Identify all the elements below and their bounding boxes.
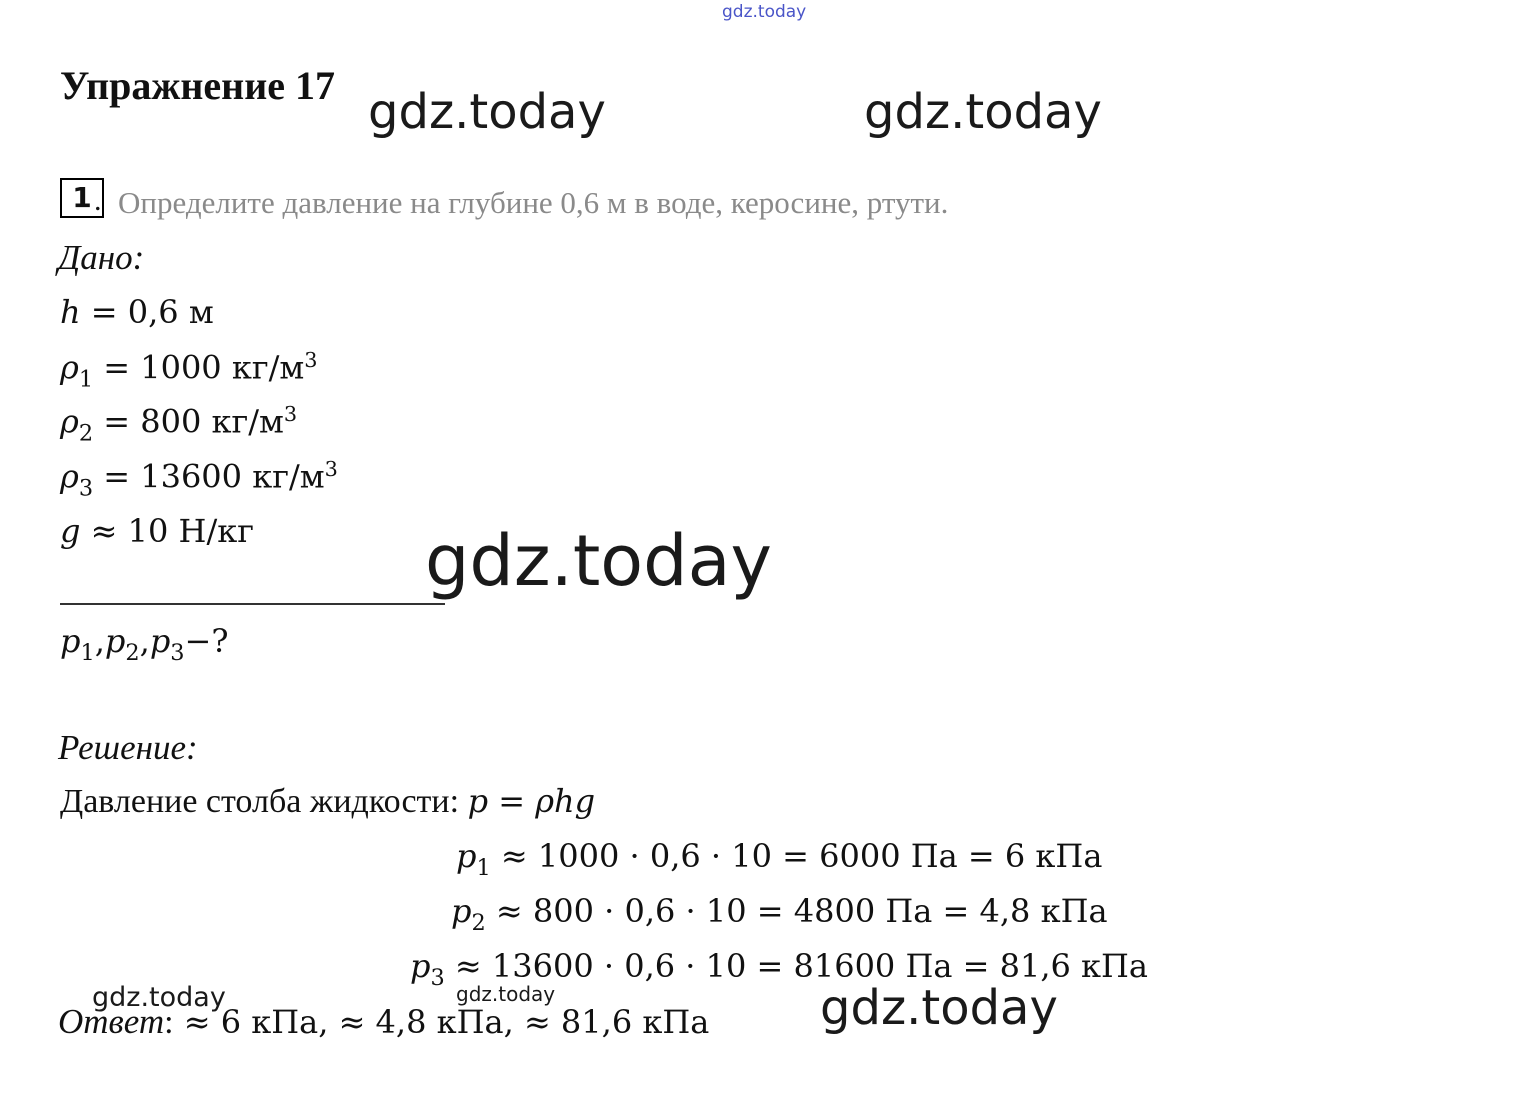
answer-line bbox=[58, 1002, 709, 1042]
given-g bbox=[60, 512, 254, 550]
watermark-bottom-right: gdz.today bbox=[820, 980, 1058, 1036]
given-h bbox=[60, 293, 214, 331]
task-text: Определите давление на глубине 0,6 м в воде, керосине, ртути. bbox=[118, 185, 949, 220]
solution-intro bbox=[60, 782, 595, 821]
find-p2-sub: 2 bbox=[125, 639, 140, 666]
given-rho2-sup: 3 bbox=[283, 402, 298, 426]
given-rho1-sub: 1 bbox=[78, 366, 94, 393]
find-p2-var: p bbox=[104, 622, 126, 660]
answer-colon: : bbox=[164, 1004, 174, 1041]
find-p3-var: p bbox=[149, 622, 171, 660]
given-g-var: g bbox=[60, 512, 81, 550]
watermark-header-right: gdz.today bbox=[864, 84, 1102, 140]
solution-line-3-sub: 3 bbox=[430, 964, 445, 991]
solution-line-1-var: p bbox=[456, 837, 477, 875]
solution-line-2-var: p bbox=[451, 892, 472, 930]
solution-formula-rhs: ρhg bbox=[535, 782, 596, 820]
given-rho3-sup: 3 bbox=[324, 457, 338, 481]
solution-formula-p: p bbox=[467, 782, 489, 820]
given-rho3-sub: 3 bbox=[78, 475, 94, 502]
given-rho3-var: ρ bbox=[60, 457, 79, 496]
solution-line-3 bbox=[410, 947, 1148, 991]
given-rho1-var: ρ bbox=[60, 348, 79, 387]
watermark-bottom-small: gdz.today bbox=[456, 982, 556, 1006]
given-rho2 bbox=[60, 402, 297, 446]
solution-line-1-sub: 1 bbox=[476, 854, 491, 881]
solution-formula-eq: = bbox=[488, 782, 536, 820]
solution-line-3-var: p bbox=[410, 947, 431, 985]
watermark-middle-large: gdz.today bbox=[425, 520, 772, 602]
given-rho3 bbox=[60, 457, 338, 501]
given-label: Дано: bbox=[58, 238, 145, 277]
task-number: 1 bbox=[72, 181, 92, 214]
task-number-dot: . bbox=[94, 184, 102, 217]
solution-intro-text: Давление столба жидкости: bbox=[60, 783, 468, 820]
solution-line-3-value: ≈ 13600 · 0,6 · 10 = 81600 Па = 81,6 кПа bbox=[444, 947, 1148, 985]
watermark-top-small: gdz.today bbox=[722, 2, 807, 22]
watermark-bottom-left: gdz.today bbox=[92, 982, 226, 1013]
find-comma-2: , bbox=[139, 622, 150, 660]
given-rho1-sup: 3 bbox=[304, 348, 318, 372]
given-h-value: = 0,6 м bbox=[80, 293, 214, 331]
find-line bbox=[60, 622, 229, 666]
solution-label: Решение: bbox=[58, 728, 198, 767]
watermark-header-left: gdz.today bbox=[368, 84, 606, 140]
given-rho2-sub: 2 bbox=[78, 420, 94, 447]
given-rho2-var: ρ bbox=[60, 402, 79, 441]
answer-text: ≈ 6 кПа, ≈ 4,8 кПа, ≈ 81,6 кПа bbox=[173, 1003, 710, 1041]
given-h-var: h bbox=[60, 293, 81, 331]
given-divider bbox=[60, 603, 445, 605]
find-p3-sub: 3 bbox=[170, 639, 185, 666]
exercise-title: Упражнение 17 bbox=[60, 63, 336, 108]
solution-line-2-value: ≈ 800 · 0,6 · 10 = 4800 Па = 4,8 кПа bbox=[485, 892, 1108, 930]
find-p1-var: p bbox=[60, 622, 81, 660]
find-comma-1: , bbox=[94, 622, 105, 660]
given-rho1-value: = 1000 кг/м bbox=[93, 348, 305, 387]
solution-line-2-sub: 2 bbox=[471, 909, 486, 936]
solution-line-2 bbox=[451, 892, 1108, 936]
given-g-value: ≈ 10 Н/кг bbox=[80, 512, 254, 550]
answer-label: Ответ bbox=[58, 1002, 165, 1041]
find-p1-sub: 1 bbox=[80, 639, 95, 666]
given-rho1 bbox=[60, 348, 318, 392]
find-suffix: −? bbox=[184, 622, 229, 660]
given-rho2-value: = 800 кг/м bbox=[93, 402, 284, 441]
given-rho3-value: = 13600 кг/м bbox=[93, 457, 325, 496]
solution-line-1-value: ≈ 1000 · 0,6 · 10 = 6000 Па = 6 кПа bbox=[490, 837, 1103, 875]
solution-line-1 bbox=[456, 837, 1102, 881]
